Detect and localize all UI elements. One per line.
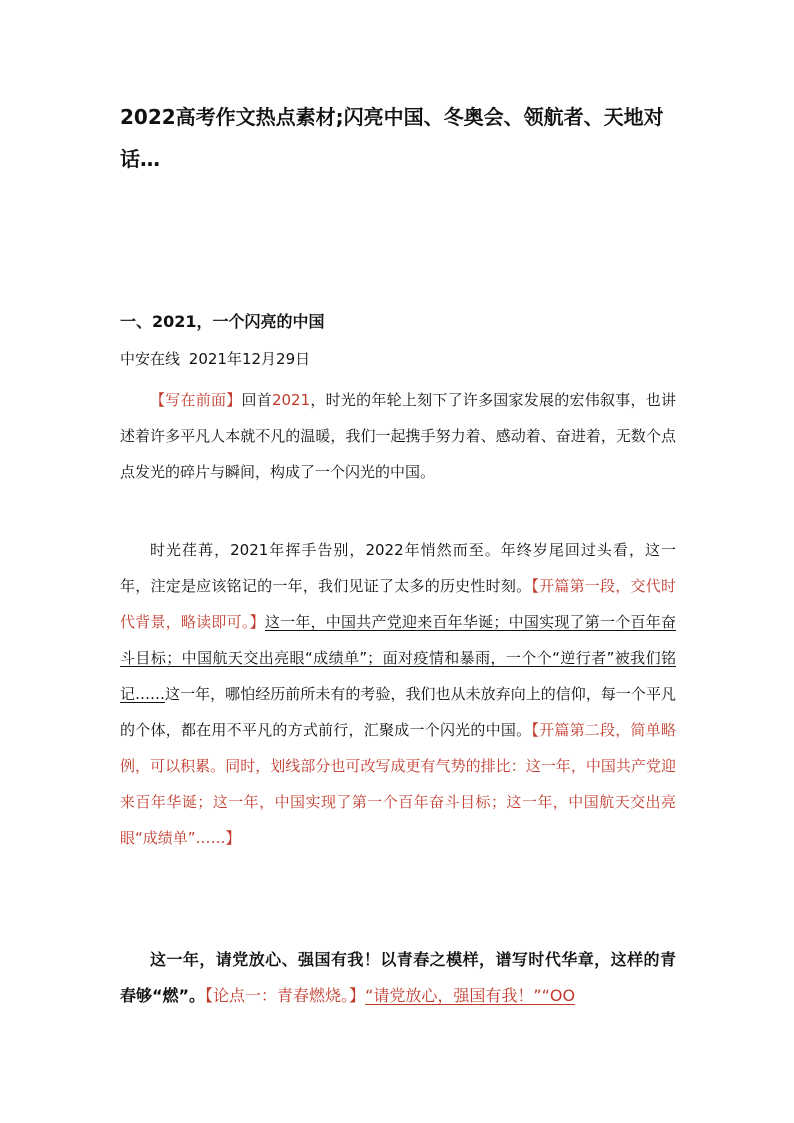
argument-underlined: “请党放心，强国有我！”“OO	[365, 986, 576, 1005]
background-intro: 时光荏苒，2021年挥手告别，2022年悄然而至。年终岁尾回过头看，这一年，注定是应该铭记的一年，我们见证了太多的历史性时刻。	[120, 541, 676, 595]
background-underlined: 这一年，中国共产党迎来百年华诞；中国实现了第一个百年奋斗目标；中国航天交出亮眼“成绩单”；面对疫情和暴雨，一个个“逆行者”被我们铭记……	[120, 613, 676, 703]
intro-text: ，时光的年轮上刻下了许多国家发展的宏伟叙事，也讲述着许多平凡人本就不凡的温暖，我们一起携手努力着、感动着、奋进着，无数个点点发光的碎片与瞬间，构成了一个闪光的中国。	[120, 391, 676, 481]
section-heading: 一、2021，一个闪亮的中国	[120, 312, 325, 331]
paragraph-intro	[120, 382, 676, 490]
background-note-1: 【开篇第一段，交代时代背景，略读即可。】	[120, 577, 676, 631]
paragraph-background	[120, 532, 676, 856]
source-line	[120, 345, 310, 373]
intro-year: 2021	[271, 391, 311, 409]
paragraph-argument-1	[120, 942, 676, 1014]
background-note-2: 【开篇第二段，简单略例，可以积累。同时，划线部分也可改写成更有气势的排比：这一年，中国共产党迎来百年华诞；这一年，中国实现了第一个百年奋斗目标；这一年，中国航天交出亮眼“成绩单”……】	[120, 721, 676, 847]
source-outlet: 中安在线	[120, 350, 181, 368]
intro-label: 【写在前面】	[150, 391, 242, 409]
background-rest: 这一年，哪怕经历前所未有的考验，我们也从未放弃向上的信仰，每一个平凡的个体，都在用不平凡的方式前行，汇聚成一个闪光的中国。	[120, 685, 676, 739]
argument-note: 【论点一：青春燃烧。】	[205, 986, 366, 1005]
source-date: 2021年12月29日	[188, 350, 311, 368]
document-title: 2022高考作文热点素材;闪亮中国、冬奥会、领航者、天地对话…	[120, 105, 664, 171]
argument-bold: 这一年，请党放心、强国有我！以青春之模样，谱写时代华章，这样的青春够“燃”。	[120, 950, 676, 1005]
intro-text-before-year: 回首	[241, 391, 272, 409]
